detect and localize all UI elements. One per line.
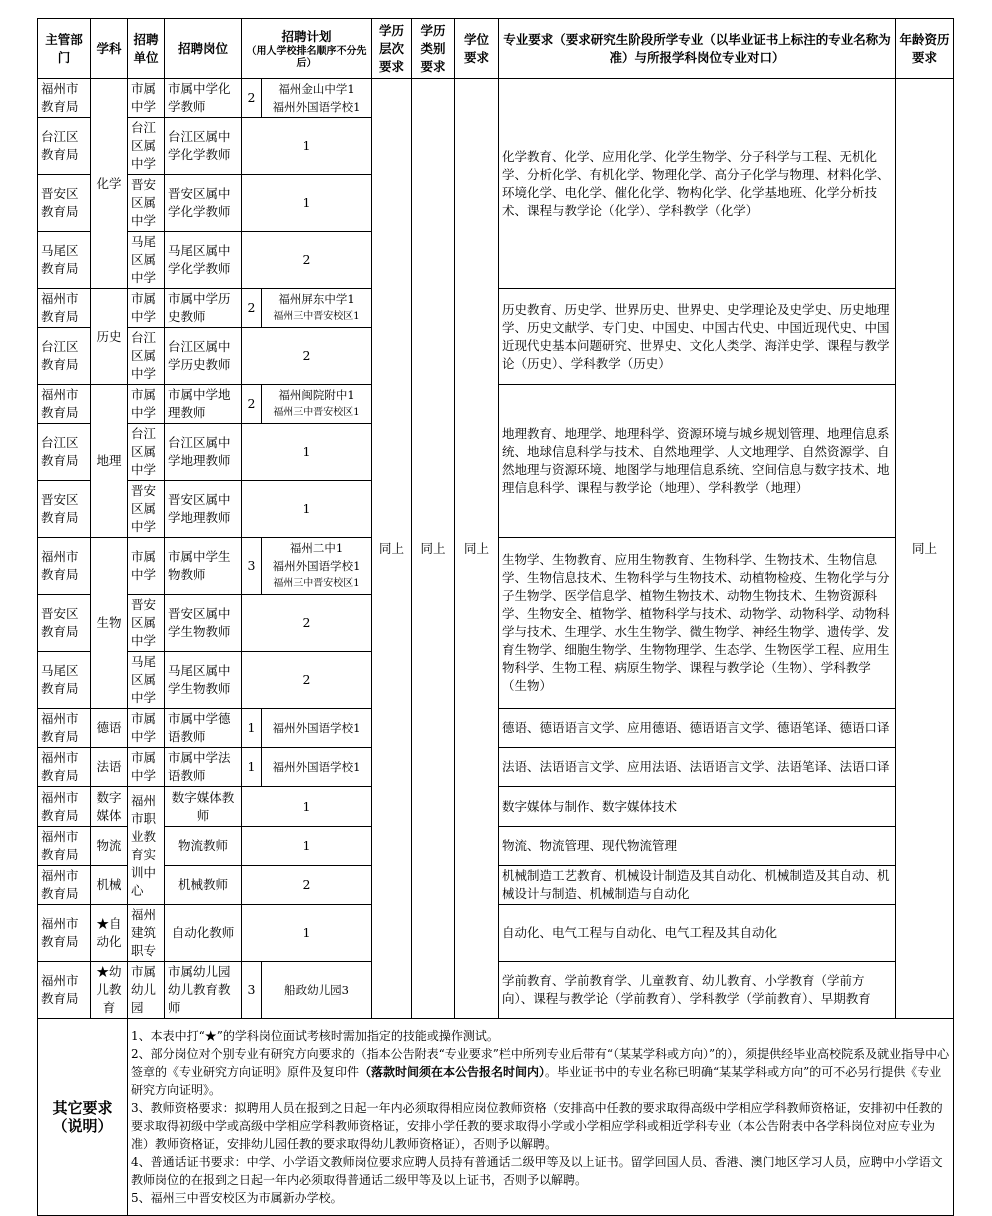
dept-cell: 福州市教育局: [38, 709, 91, 748]
dept-cell: 福州市教育局: [38, 79, 91, 118]
subject-cell: 历史: [91, 289, 128, 385]
schools-cell: [262, 79, 372, 118]
major-cell: 学前教育、学前教育学、儿童教育、幼儿教育、小学教育（学前方向）、课程与教学论（学前教育）、学科教学（学前教育）、早期教育: [499, 962, 896, 1019]
major-cell: 数字媒体与制作、数字媒体技术: [499, 787, 896, 827]
dept-cell: 马尾区教育局: [38, 232, 91, 289]
note-4: 4、普通话证书要求：中学、小学语文教师岗位要求应聘人员持有普通话二级甲等及以上证书。留学回国人员、香港、澳门地区学习人员，应聘中小学语文教师岗位的在报到之日起一年内必须取得普通话二级甲等及以上证书，否则予以解聘。: [131, 1155, 943, 1187]
header-subject: 学科: [91, 19, 128, 79]
header-edu-level: 学历层次要求: [372, 19, 412, 79]
schools-cell: [262, 385, 372, 424]
dept-cell: 马尾区教育局: [38, 652, 91, 709]
count-cell: 3: [242, 962, 262, 1019]
count-cell: 1: [242, 905, 372, 962]
count-cell: 1: [242, 481, 372, 538]
major-cell: 物流、物流管理、现代物流管理: [499, 827, 896, 866]
header-plan-sub: （用人学校排名顺序不分先后）: [246, 45, 367, 69]
post-cell: 晋安区属中学化学教师: [165, 175, 242, 232]
post-cell: 晋安区属中学生物教师: [165, 595, 242, 652]
post-cell: 台江区属中学化学教师: [165, 118, 242, 175]
unit-cell: 晋安区属中学: [128, 595, 165, 652]
major-cell: 生物学、生物教育、应用生物教育、生物科学、生物技术、生物信息学、生物信息技术、生物科学与生物技术、动植物检疫、生物化学与分子生物学、医学信息学、植物生物技术、动物生物技术、生物资源科学、生物安全、植物学、植物科学与技术、动物学、动物科学、动物科学与技术、生理学、水生生物学、微生物学、神经生物学、遗传学、发育生物学、细胞生物学、生物物理学、生态学、生物医学工程、应用生物科学、生物工程、病原生物学、课程与教学论（生物）、学科教学（生物）: [499, 538, 896, 709]
header-major: 专业要求（要求研究生阶段所学专业（以毕业证书上标注的专业名称为准）与所报学科岗位专业对口）: [499, 19, 896, 79]
post-cell: 市属中学地理教师: [165, 385, 242, 424]
major-cell: 自动化、电气工程与自动化、电气工程及其自动化: [499, 905, 896, 962]
note-2-text-a: 2、部分岗位对个别专业有研究方向要求的（指本公告附表“专业要求”栏中所列专业后带有“（某某学科或方向）”的），须提供经毕业高校院系及就业指导中心签章的《专业研究方向证明》原件及复印件: [131, 1047, 950, 1079]
school-item: 福州外国语学校1: [272, 760, 361, 774]
schools-cell: [262, 709, 372, 748]
post-cell: 马尾区属中学化学教师: [165, 232, 242, 289]
count-cell: 3: [242, 538, 262, 595]
post-cell: 晋安区属中学地理教师: [165, 481, 242, 538]
header-post: 招聘岗位: [165, 19, 242, 79]
post-cell: 台江区属中学地理教师: [165, 424, 242, 481]
note-2-emphasis: （落款时间须在本公告报名时间内）: [359, 1065, 546, 1079]
header-dept: 主管部门: [38, 19, 91, 79]
dept-cell: 台江区教育局: [38, 424, 91, 481]
school-item: 福州三中晋安校区1: [273, 578, 360, 589]
unit-cell: 市属中学: [128, 385, 165, 424]
note-1: 1、本表中打“★”的学科岗位面试考核时需加指定的技能或操作测试。: [131, 1029, 499, 1043]
unit-cell: 晋安区属中学: [128, 481, 165, 538]
unit-cell: 市属中学: [128, 79, 165, 118]
post-cell: 机械教师: [165, 866, 242, 905]
unit-cell: 晋安区属中学: [128, 175, 165, 232]
note-5: 5、福州三中晋安校区为市属新办学校。: [131, 1191, 343, 1205]
header-degree: 学位要求: [455, 19, 499, 79]
subject-cell: 生物: [91, 538, 128, 709]
unit-cell: 福州建筑职专: [128, 905, 165, 962]
count-cell: 1: [242, 424, 372, 481]
school-item: 福州外国语学校1: [272, 559, 361, 573]
age-cell: 同上: [896, 79, 954, 1019]
school-item: 福州外国语学校1: [272, 721, 361, 735]
count-cell: 2: [242, 595, 372, 652]
unit-cell: 马尾区属中学: [128, 652, 165, 709]
dept-cell: 福州市教育局: [38, 866, 91, 905]
dept-cell: 福州市教育局: [38, 905, 91, 962]
count-cell: 2: [242, 385, 262, 424]
dept-cell: 晋安区教育局: [38, 175, 91, 232]
note-3: 3、教师资格要求：拟聘用人员在报到之日起一年内必须取得相应岗位教师资格（安排高中任教的要求取得高级中学相应学科教师资格证，安排初中任教的要求取得初级中学或高级中学相应学科教师资格证，安排小学任教的要求取得小学或小学相应学科或相近学科专业（本公告附表中各学科岗位对应专业为准）教师资格证，安排幼儿园任教的要求取得幼儿教师资格证），否则予以解聘。: [131, 1101, 943, 1151]
edu-type-cell: 同上: [412, 79, 455, 1019]
school-item: 福州闽院附中1: [278, 388, 355, 402]
subject-cell: ★自动化: [91, 905, 128, 962]
school-item: 船政幼儿园3: [284, 983, 349, 997]
major-cell: 德语、德语语言文学、应用德语、德语语言文学、德语笔译、德语口译: [499, 709, 896, 748]
unit-cell: 市属幼儿园: [128, 962, 165, 1019]
school-item: 福州外国语学校1: [272, 100, 361, 114]
subject-cell: 法语: [91, 748, 128, 787]
unit-cell: 市属中学: [128, 709, 165, 748]
post-cell: 自动化教师: [165, 905, 242, 962]
post-cell: 数字媒体教师: [165, 787, 242, 827]
subject-cell: 德语: [91, 709, 128, 748]
schools-cell: [262, 748, 372, 787]
note-2-text-c: 。毕业证书中的专业名称已明确“某某学科或方向”的可不必另行提供《专业研究方向证明》。: [131, 1065, 942, 1097]
subject-cell: 数字媒体: [91, 787, 128, 827]
note-2: [131, 1045, 950, 1099]
dept-cell: 晋安区教育局: [38, 595, 91, 652]
count-cell: 2: [242, 79, 262, 118]
post-cell: 台江区属中学历史教师: [165, 328, 242, 385]
schools-cell: [262, 289, 372, 328]
unit-cell: 市属中学: [128, 289, 165, 328]
count-cell: 1: [242, 787, 372, 827]
school-item: 福州三中晋安校区1: [273, 311, 360, 322]
dept-cell: 晋安区教育局: [38, 481, 91, 538]
count-cell: 1: [242, 748, 262, 787]
post-cell: 市属中学法语教师: [165, 748, 242, 787]
major-cell: 化学教育、化学、应用化学、化学生物学、分子科学与工程、无机化学、分析化学、有机化学、物理化学、高分子化学与物理、材料化学、环境化学、电化学、催化化学、物构化学、化学基地班、化学分析技术、课程与教学论（化学）、学科教学（化学）: [499, 79, 896, 289]
header-plan-title: 招聘计划: [281, 28, 332, 44]
post-cell: 市属中学化学教师: [165, 79, 242, 118]
subject-cell: 机械: [91, 866, 128, 905]
school-item: 福州二中1: [289, 541, 344, 555]
header-age: 年龄资历要求: [896, 19, 954, 79]
unit-cell: 市属中学: [128, 748, 165, 787]
schools-cell: [262, 962, 372, 1019]
dept-cell: 台江区教育局: [38, 118, 91, 175]
count-cell: 1: [242, 709, 262, 748]
unit-cell: 台江区属中学: [128, 118, 165, 175]
header-unit: 招聘单位: [128, 19, 165, 79]
unit-cell: 台江区属中学: [128, 328, 165, 385]
unit-cell: 台江区属中学: [128, 424, 165, 481]
count-cell: 2: [242, 232, 372, 289]
count-cell: 1: [242, 827, 372, 866]
dept-cell: 福州市教育局: [38, 538, 91, 595]
major-cell: 历史教育、历史学、世界历史、世界史、史学理论及史学史、历史地理学、历史文献学、专门史、中国史、中国古代史、中国近现代史、中国近现代史基本问题研究、世界史、文化人类学、海洋史学、课程与教学论（历史）、学科教学（历史）: [499, 289, 896, 385]
subject-cell: 地理: [91, 385, 128, 538]
notes-label: 其它要求（说明）: [38, 1019, 128, 1216]
post-cell: 市属中学历史教师: [165, 289, 242, 328]
school-item: 福州金山中学1: [278, 82, 355, 96]
post-cell: 市属中学生物教师: [165, 538, 242, 595]
school-item: 福州屏东中学1: [278, 292, 355, 306]
major-cell: 机械制造工艺教育、机械设计制造及其自动化、机械制造及其自动、机械设计与制造、机械制造与自动化: [499, 866, 896, 905]
count-cell: 2: [242, 866, 372, 905]
unit-cell: 市属中学: [128, 538, 165, 595]
school-item: 福州三中晋安校区1: [273, 407, 360, 418]
post-cell: 马尾区属中学生物教师: [165, 652, 242, 709]
count-cell: 1: [242, 118, 372, 175]
subject-cell: 物流: [91, 827, 128, 866]
dept-cell: 台江区教育局: [38, 328, 91, 385]
schools-cell: [262, 538, 372, 595]
dept-cell: 福州市教育局: [38, 748, 91, 787]
recruitment-table: [37, 18, 954, 1216]
unit-cell: 马尾区属中学: [128, 232, 165, 289]
degree-cell: 同上: [455, 79, 499, 1019]
count-cell: 2: [242, 652, 372, 709]
count-cell: 1: [242, 175, 372, 232]
count-cell: 2: [242, 328, 372, 385]
dept-cell: 福州市教育局: [38, 289, 91, 328]
dept-cell: 福州市教育局: [38, 385, 91, 424]
dept-cell: 福州市教育局: [38, 787, 91, 827]
header-plan: [242, 19, 372, 79]
major-cell: 地理教育、地理学、地理科学、资源环境与城乡规划管理、地理信息系统、地球信息科学与技术、自然地理学、人文地理学、自然资源学、自然地理与资源环境、地图学与地理信息系统、空间信息与数字技术、地理信息科学、课程与教学论（地理）、学科教学（地理）: [499, 385, 896, 538]
post-cell: 市属幼儿园幼儿教育教师: [165, 962, 242, 1019]
subject-cell: ★幼儿教育: [91, 962, 128, 1019]
subject-cell: 化学: [91, 79, 128, 289]
count-cell: 2: [242, 289, 262, 328]
major-cell: 法语、法语语言文学、应用法语、法语语言文学、法语笔译、法语口译: [499, 748, 896, 787]
post-cell: 市属中学德语教师: [165, 709, 242, 748]
notes-body: [128, 1019, 954, 1216]
header-edu-type: 学历类别要求: [412, 19, 455, 79]
dept-cell: 福州市教育局: [38, 827, 91, 866]
dept-cell: 福州市教育局: [38, 962, 91, 1019]
post-cell: 物流教师: [165, 827, 242, 866]
unit-cell: 福州市职业教育实训中心: [128, 787, 165, 905]
edu-level-cell: 同上: [372, 79, 412, 1019]
